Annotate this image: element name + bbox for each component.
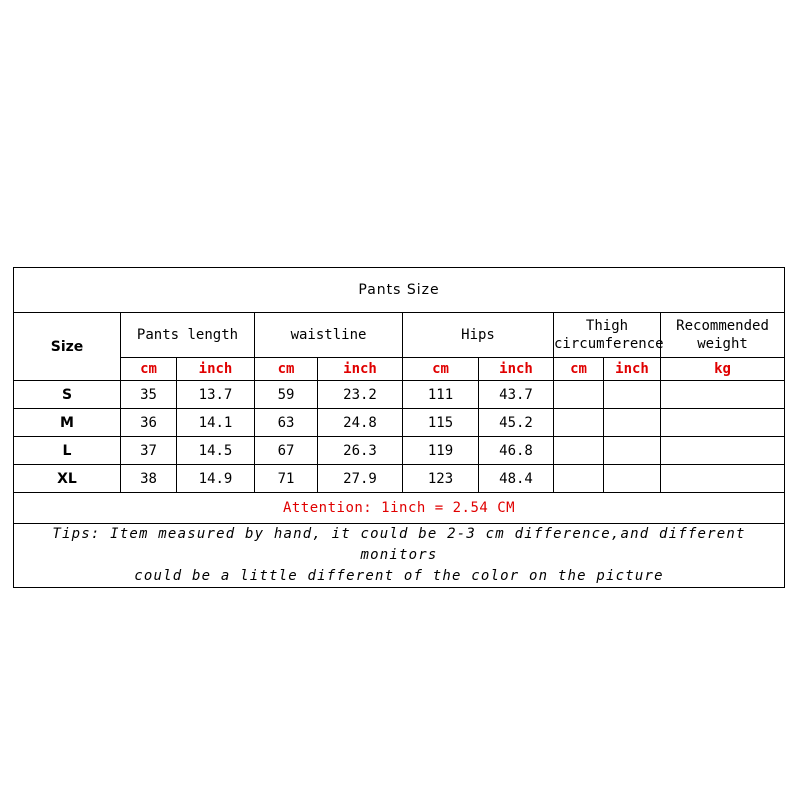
hips-inch-cell: 48.4 (479, 465, 554, 493)
weight-kg-cell (661, 437, 785, 465)
thigh-cm-cell (554, 409, 604, 437)
header-hips: Hips (403, 313, 554, 358)
pants-length-inch-cell: 14.1 (177, 409, 255, 437)
weight-kg-cell (661, 381, 785, 409)
waistline-cm-cell: 67 (255, 437, 318, 465)
thigh-inch-cell (604, 381, 661, 409)
size-cell: M (14, 409, 121, 437)
weight-kg-cell (661, 409, 785, 437)
unit-hips-inch: inch (479, 358, 554, 381)
thigh-cm-cell (554, 465, 604, 493)
tips-line2: could be a little different of the color on the picture (134, 568, 664, 584)
thigh-inch-cell (604, 437, 661, 465)
unit-hips-cm: cm (403, 358, 479, 381)
size-table (13, 267, 785, 588)
size-cell: L (14, 437, 121, 465)
unit-row (14, 358, 785, 381)
size-cell: S (14, 381, 121, 409)
pants-length-inch-cell: 14.5 (177, 437, 255, 465)
tips-line1: Tips: Item measured by hand, it could be 2-3 cm difference,and different monitors (52, 526, 746, 563)
waistline-inch-cell: 23.2 (318, 381, 403, 409)
table-title: Pants Size (14, 268, 785, 313)
pants-length-inch-cell: 13.7 (177, 381, 255, 409)
waistline-inch-cell: 24.8 (318, 409, 403, 437)
hips-cm-cell: 119 (403, 437, 479, 465)
tips-row (14, 524, 785, 588)
unit-pants-length-inch: inch (177, 358, 255, 381)
unit-pants-length-cm: cm (121, 358, 177, 381)
pants-length-cm-cell: 37 (121, 437, 177, 465)
table-row (14, 437, 785, 465)
tips-note (14, 524, 785, 588)
header-weight-line2: weight (697, 336, 748, 352)
table-row (14, 409, 785, 437)
pants-length-cm-cell: 36 (121, 409, 177, 437)
pants-length-cm-cell: 38 (121, 465, 177, 493)
size-chart (13, 267, 784, 584)
header-weight (661, 313, 785, 358)
hips-inch-cell: 45.2 (479, 409, 554, 437)
header-thigh-line2: circumference (554, 336, 664, 352)
thigh-inch-cell (604, 409, 661, 437)
unit-thigh-inch: inch (604, 358, 661, 381)
hips-inch-cell: 43.7 (479, 381, 554, 409)
size-cell: XL (14, 465, 121, 493)
pants-length-cm-cell: 35 (121, 381, 177, 409)
header-size: Size (14, 313, 121, 381)
header-row (14, 313, 785, 358)
thigh-inch-cell (604, 465, 661, 493)
hips-cm-cell: 123 (403, 465, 479, 493)
header-thigh-line1: Thigh (585, 318, 629, 334)
attention-row (14, 493, 785, 524)
unit-thigh-cm: cm (554, 358, 604, 381)
waistline-cm-cell: 59 (255, 381, 318, 409)
table-row (14, 381, 785, 409)
attention-note: Attention: 1inch = 2.54 CM (14, 493, 785, 524)
header-pants-length: Pants length (121, 313, 255, 358)
header-weight-line1: Recommended (676, 318, 769, 334)
waistline-inch-cell: 26.3 (318, 437, 403, 465)
waistline-inch-cell: 27.9 (318, 465, 403, 493)
thigh-cm-cell (554, 381, 604, 409)
hips-inch-cell: 46.8 (479, 437, 554, 465)
unit-weight-kg: kg (661, 358, 785, 381)
header-waistline: waistline (255, 313, 403, 358)
unit-waistline-inch: inch (318, 358, 403, 381)
waistline-cm-cell: 71 (255, 465, 318, 493)
pants-length-inch-cell: 14.9 (177, 465, 255, 493)
thigh-cm-cell (554, 437, 604, 465)
header-thigh (554, 313, 664, 358)
weight-kg-cell (661, 465, 785, 493)
title-row (14, 268, 785, 313)
hips-cm-cell: 115 (403, 409, 479, 437)
table-row (14, 465, 785, 493)
unit-waistline-cm: cm (255, 358, 318, 381)
hips-cm-cell: 111 (403, 381, 479, 409)
waistline-cm-cell: 63 (255, 409, 318, 437)
